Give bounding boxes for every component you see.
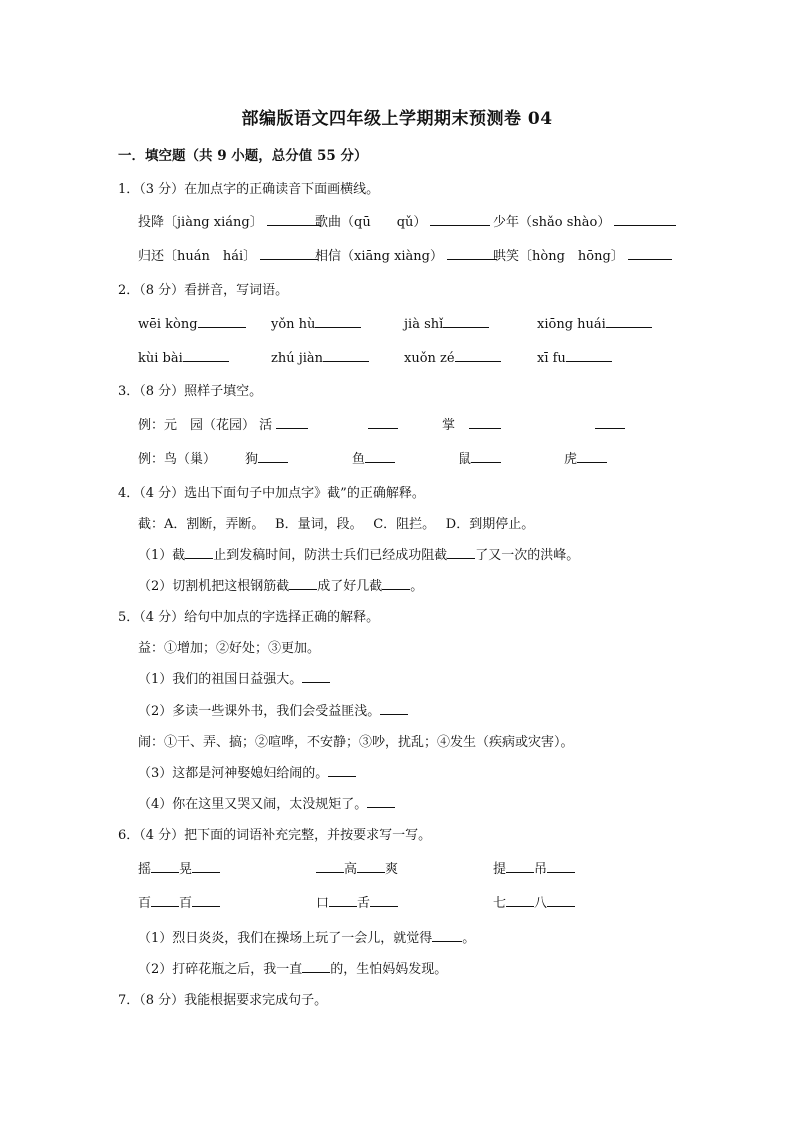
answer-blank[interactable] [566, 347, 612, 362]
q3-item-dog: 狗 [245, 448, 288, 467]
q5-sentence-3: （3）这都是河神娶媳妇给闹的。 [138, 762, 356, 781]
answer-blank[interactable] [443, 313, 489, 328]
answer-blank[interactable] [367, 793, 395, 808]
q1-item-6: 哄笑〔hòng hōng〕 [493, 245, 672, 264]
q1-item-2: 歌曲（qū qǔ） [315, 211, 490, 230]
answer-blank[interactable] [577, 448, 607, 463]
answer-blank[interactable] [302, 668, 330, 683]
answer-blank[interactable] [302, 958, 330, 973]
answer-blank[interactable] [315, 313, 361, 328]
answer-blank[interactable] [276, 414, 308, 429]
q5-sentence-1: （1）我们的祖国日益强大。 [138, 668, 330, 687]
q3-item-mouse: 鼠 [458, 448, 501, 467]
question-2-row-1 [138, 313, 698, 331]
question-3-prompt: 3．（8 分）照样子填空。 [118, 384, 263, 399]
answer-blank[interactable] [151, 858, 179, 873]
question-2-row-2 [138, 347, 698, 365]
q2-pinyin-4: xiōng huái [537, 313, 652, 332]
answer-blank[interactable] [192, 892, 220, 907]
answer-blank[interactable] [329, 892, 357, 907]
q5-definition-nao: 闹：①干、弄、搞；②喧哗，不安静；③吵，扰乱；④发生（疾病或灾害）。 [138, 735, 574, 750]
q3-item-fish: 鱼 [352, 448, 395, 467]
answer-blank[interactable] [628, 245, 672, 260]
answer-blank[interactable] [185, 544, 213, 559]
answer-blank[interactable] [289, 575, 317, 590]
q2-pinyin-2: yǒn hù [271, 313, 361, 332]
q3-example-1: 例：元 园（花园） 活 [138, 414, 308, 433]
q5-sentence-4: （4）你在这里又哭又闹，太没规矩了。 [138, 793, 395, 812]
q2-pinyin-3: jià shǐ [404, 313, 489, 332]
answer-blank[interactable] [547, 858, 575, 873]
q5-sentence-2: （2）多读一些课外书，我们会受益匪浅。 [138, 700, 408, 719]
q4-sentence-2: （2）切割机把这根钢筋截 成了好几截 。 [138, 575, 423, 594]
answer-blank[interactable] [260, 245, 318, 260]
q1-item-4: 归还〔huán hái〕 [138, 245, 318, 264]
q6-idiom-1: 摇 晃 [138, 858, 220, 877]
q6-idiom-3: 提 吊 [493, 858, 575, 877]
q1-item-3: 少年（shǎo shào） [493, 211, 676, 230]
q4-options: 截：A．割断，弄断。 B．量词，段。 C．阻拦。 D．到期停止。 [138, 517, 535, 532]
q2-pinyin-8: xī fu [537, 347, 612, 366]
answer-blank[interactable] [328, 762, 356, 777]
q4-sentence-1: （1）截 止到发稿时间，防洪士兵们已经成功阻截 了又一次的洪峰。 [138, 544, 579, 563]
answer-blank[interactable] [547, 892, 575, 907]
question-7-prompt: 7．（8 分）我能根据要求完成句子。 [118, 993, 328, 1008]
q3-item-zhang: 掌 [442, 414, 501, 433]
answer-blank[interactable] [506, 858, 534, 873]
answer-blank[interactable] [368, 414, 398, 433]
q6-sentence-1: （1）烈日炎炎，我们在操场上玩了一会儿，就觉得 。 [138, 927, 475, 946]
question-6-prompt: 6．（4 分）把下面的词语补充完整，并按要求写一写。 [118, 828, 432, 843]
answer-blank[interactable] [323, 347, 369, 362]
answer-blank[interactable] [506, 892, 534, 907]
q6-sentence-2: （2）打碎花瓶之后，我一直 的，生怕妈妈发现。 [138, 958, 447, 977]
exam-title: 部编版语文四年级上学期期末预测卷 04 [241, 109, 553, 129]
section-heading: 一．填空题（共 9 小题，总分值 55 分） [118, 148, 368, 164]
q2-pinyin-6: zhú jiàn [271, 347, 369, 366]
answer-blank[interactable] [455, 347, 501, 362]
answer-blank[interactable] [430, 211, 490, 226]
question-5-prompt: 5．（4 分）给句中加点的字选择正确的解释。 [118, 610, 380, 625]
q3-item-tiger: 虎 [564, 448, 607, 467]
answer-blank[interactable] [365, 448, 395, 463]
q2-pinyin-5: kùi bài [138, 347, 229, 366]
q6-idiom-5: 口 舌 [316, 892, 398, 911]
answer-blank[interactable] [357, 858, 385, 873]
answer-blank[interactable] [370, 892, 398, 907]
answer-blank[interactable] [258, 448, 288, 463]
answer-blank[interactable] [432, 927, 462, 942]
answer-blank[interactable] [316, 858, 344, 873]
q1-item-1: 投降〔jiàng xiáng〕 [138, 211, 321, 230]
question-1-prompt: 1．（3 分）在加点字的正确读音下面画横线。 [118, 182, 380, 197]
answer-blank[interactable] [183, 347, 229, 362]
answer-blank[interactable] [471, 448, 501, 463]
answer-blank[interactable] [380, 700, 408, 715]
answer-blank[interactable] [614, 211, 676, 226]
q2-pinyin-7: xuǒn zé [404, 347, 501, 366]
q6-idiom-6: 七 八 [493, 892, 575, 911]
answer-blank[interactable] [192, 858, 220, 873]
q6-idiom-4: 百 百 [138, 892, 220, 911]
q3-example-2: 例：鸟（巢） [138, 452, 217, 467]
q2-pinyin-1: wēi kòng [138, 313, 246, 332]
question-6-row-1 [138, 858, 698, 876]
answer-blank[interactable] [595, 414, 625, 433]
answer-blank[interactable] [606, 313, 652, 328]
question-3-row-1 [138, 414, 698, 432]
answer-blank[interactable] [198, 313, 246, 328]
answer-blank[interactable] [447, 544, 475, 559]
answer-blank[interactable] [469, 414, 501, 429]
answer-blank[interactable] [382, 575, 410, 590]
q5-definition-yi: 益：①增加；②好处；③更加。 [138, 641, 321, 656]
answer-blank[interactable] [267, 211, 321, 226]
question-3-row-2 [138, 448, 698, 466]
answer-blank[interactable] [151, 892, 179, 907]
question-6-row-2 [138, 892, 698, 910]
question-4-prompt: 4．（4 分）选出下面句子中加点字》截”的正确解释。 [118, 486, 425, 501]
q6-idiom-2: 高 爽 [316, 858, 398, 877]
answer-blank[interactable] [447, 245, 497, 260]
q1-item-5: 相信（xiāng xiàng） [315, 245, 497, 264]
question-2-prompt: 2．（8 分）看拼音，写词语。 [118, 283, 289, 298]
